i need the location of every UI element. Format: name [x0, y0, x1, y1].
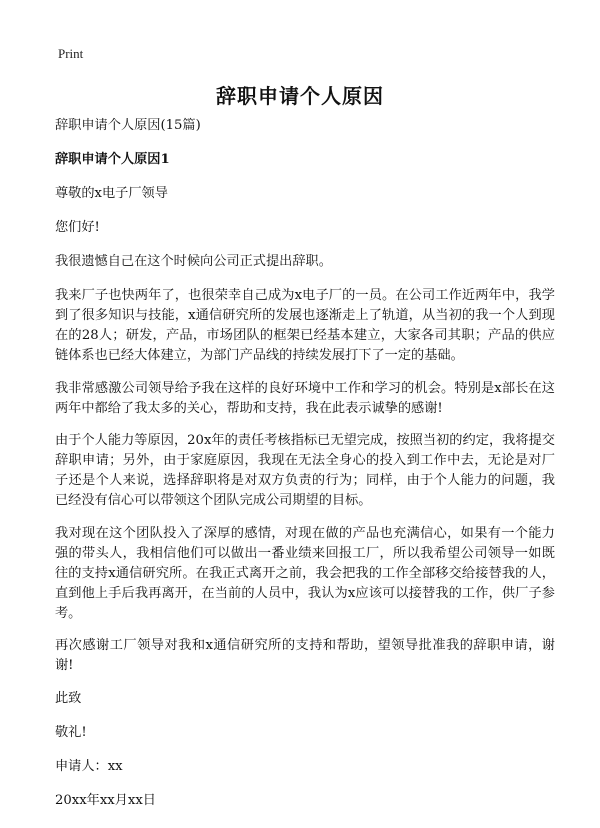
greeting: 您们好!	[55, 220, 100, 235]
paragraph-gratitude: 我非常感激公司领导给予我在这样的良好环境中工作和学习的机会。特别是x部长在这两年中都给了我太多的关心，帮助和支持，我在此表示诚挚的感谢!	[55, 380, 555, 416]
page-title: 辞职申请个人原因	[216, 84, 384, 108]
letter-date: 20xx年xx月xx日	[55, 792, 156, 808]
paragraph-handover: 我对现在这个团队投入了深厚的感情，对现在做的产品也充满信心，如果有一个能力强的带头人，我相信他们可以做出一番业绩来回报工厂，所以我希望公司领导一如既往的支持x通信研究所。在我正式离开之前，我会把我的工作全部移交给接替我的人，直到他上手后我再离开，在当前的人员中，我认为x应该可以接替我的工作，供厂子参考。	[55, 525, 555, 621]
paragraph-thanks: 再次感谢工厂领导对我和x通信研究所的支持和帮助，望领导批准我的辞职申请，谢谢!	[55, 638, 555, 673]
closing-line-2: 敬礼!	[55, 724, 87, 740]
section-heading: 辞职申请个人原因1	[55, 152, 170, 167]
document-subtitle: 辞职申请个人原因(15篇)	[55, 118, 201, 133]
print-link[interactable]: Print	[58, 46, 84, 61]
applicant-signature: 申请人：xx	[55, 758, 123, 774]
salutation: 尊敬的x电子厂领导	[55, 186, 168, 201]
paragraph-intro: 我很遗憾自己在这个时候向公司正式提出辞职。	[55, 254, 332, 269]
closing-line-1: 此致	[55, 690, 82, 706]
paragraph-experience: 我来厂子也快两年了，也很荣幸自己成为x电子厂的一员。在公司工作近两年中，我学到了很多知识与技能，x通信研究所的发展也逐渐走上了轨道，从当初的我一个人到现在的28人；研发，产品，市场团队的框架已经基本建立，大家各司其职；产品的供应链体系也已经大体建立，为部门产品线的持续发展打下了一定的基础。	[55, 288, 555, 363]
paragraph-reasons: 由于个人能力等原因，20x年的责任考核指标已无望完成，按照当初的约定，我将提交辞职申请；另外，由于家庭原因，我现在无法全身心的投入到工作中去，无论是对厂子还是个人来说，选择辞职将是对双方负责的行为；同样，由于个人能力的问题，我已经没有信心可以带领这个团队完成公司期望的目标。	[55, 433, 555, 508]
document-body	[55, 116, 555, 825]
